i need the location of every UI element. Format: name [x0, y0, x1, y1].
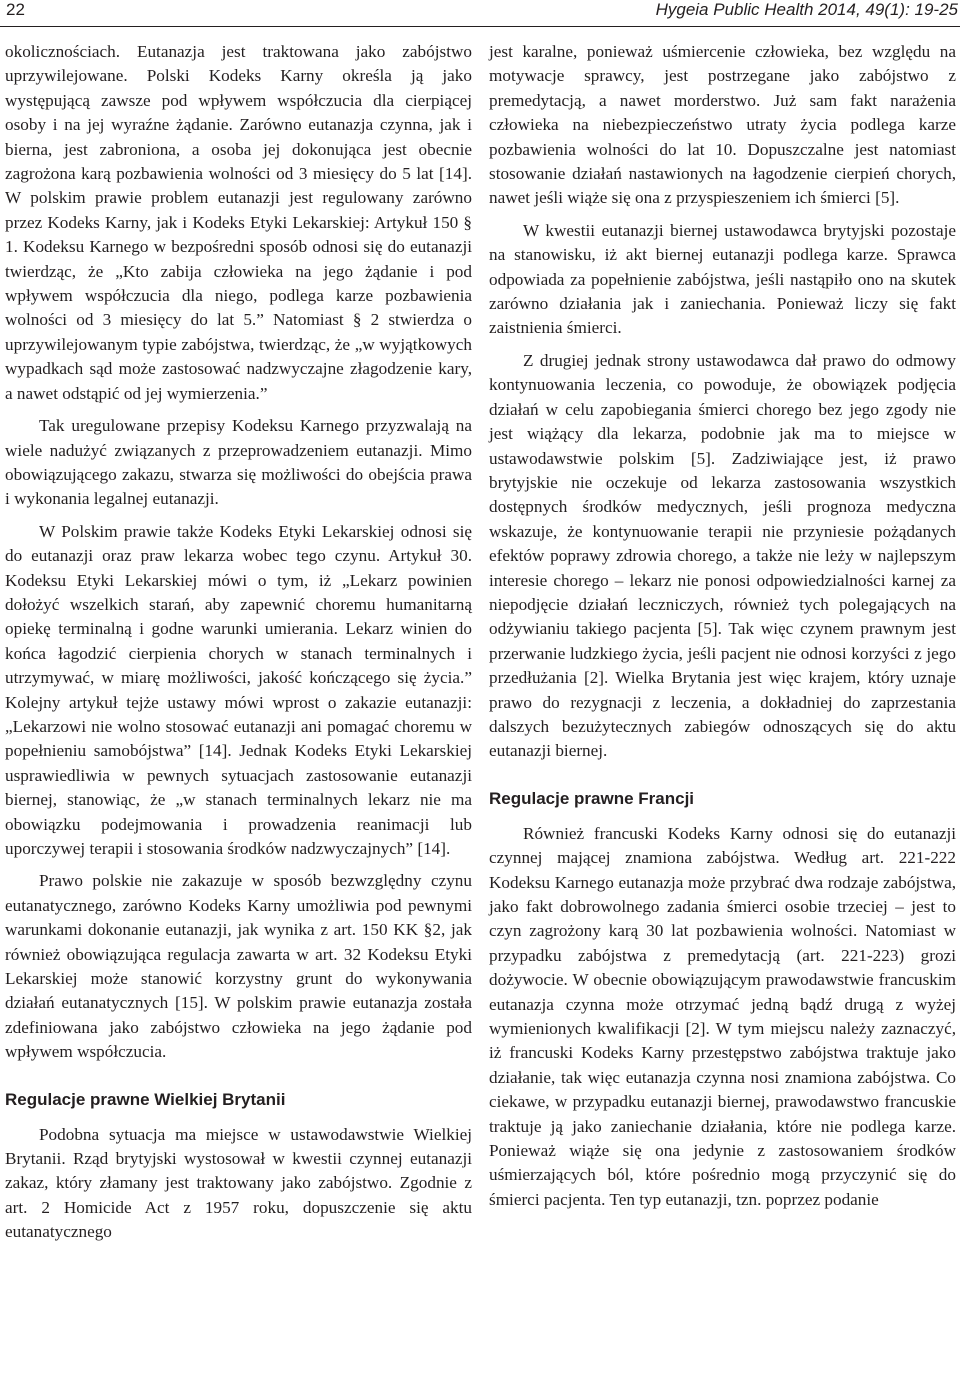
- paragraph: Tak uregulowane przepisy Kodeksu Karnego przyzwalają na wiele nadużyć związanych z przeprowadzeniem eutanazji. Mimo obowiązującego zakazu, stwarza się możliwości do obejścia prawa i wykonania legalnej eutanazji.: [5, 416, 472, 509]
- header-rule: [0, 26, 960, 27]
- paragraph: Również francuski Kodeks Karny odnosi się do eutanazji czynnej mającej znamiona zabójstwa. Według art. 221-222 Kodeksu Karnego eutanazja może przybrać dwa rodzaje zabójstwa, jako fakt dobrowolnego zadania śmierci osobie trzeciej – jest to czyn zagrożony karą 30 lat pozbawienia wolności. Natomiast w przypadku zabójstwa z premedytacją (art. 221-223) grozi dożywocie. W obecnie obowiązującym prawodawstwie francuskim eutanazja czynna może otrzymać jedną bądź drugą z wyżej wymienionych kwalifikacji [2]. W tym miejscu należy zaznaczyć, iż francuski Kodeks Karny przestępstwo zabójstwa traktuje jako działanie, tak więc eutanazja czynna nosi znamiona zabójstwa. Co ciekawe, w przypadku eutanazji biernej, prawodawstwo francuskie traktuje ją jako zaniechanie działania, które nie podlega karze. Ponieważ wiąże się ona jedynie z zastosowaniem środków uśmierzających ból, które pośrednio mogą przyczynić się do śmierci pacjenta. Ten typ eutanazji, tzn. poprzez podanie: [489, 823, 956, 1209]
- section-heading: Regulacje prawne Wielkiej Brytanii: [5, 1089, 286, 1109]
- page-number: 22: [6, 0, 25, 19]
- paragraph: W kwestii eutanazji biernej ustawodawca brytyjski pozostaje na stanowisku, iż akt biernej eutanazji podlega karze. Sprawca odpowiada za popełnienie zabójstwa, jeśli nastąpiło ono na skutek zarówno działania jak i zaniechania. Ponieważ liczy się fakt zaistnienia śmierci.: [489, 220, 956, 338]
- right-column: [489, 40, 956, 1212]
- page-header: [0, 0, 960, 26]
- journal-citation: Hygeia Public Health 2014, 49(1): 19-25: [655, 0, 958, 19]
- section-heading: Regulacje prawne Francji: [489, 788, 695, 808]
- paragraph: jest karalne, ponieważ uśmiercenie człowieka, bez względu na motywacje sprawcy, jest postrzegane jako zabójstwo z premedytacją, a nawet morderstwo. Już sam fakt narażenia człowieka na niebezpieczeństwo utraty życia podlega karze pozbawienia wolności do lat 10. Dopuszczalne jest natomiast stosowanie działań nastawionych na łagodzenie cierpień chorych, nawet jeśli wiąże się ona z przyspieszeniem ich śmierci [5].: [489, 42, 956, 208]
- left-column: [5, 40, 472, 1245]
- paragraph: W Polskim prawie także Kodeks Etyki Lekarskiej odnosi się do eutanazji oraz praw lekarza wobec tego czynu. Artykuł 30. Kodeksu Etyki Lekarskiej mówi o tym, iż „Lekarz powinien dołożyć wszelkich starań, aby zapewnić choremu humanitarną opiekę terminalną i godne warunki umierania. Lekarz winien do końca łagodzić cierpienia chorych w stanach terminalnych i utrzymywać, w miarę możliwości, jakość kończącego się życia.” Kolejny artykuł tejże ustawy mówi wprost o zakazie eutanazji: „Lekarzowi nie wolno stosować eutanazji ani pomagać choremu w popełnieniu samobójstwa” [14]. Jednak Kodeks Etyki Lekarskiej usprawiedliwia w pewnych sytuacjach zastosowanie eutanazji biernej, stanowiąc, że „w stanach terminalnych lekarz nie ma obowiązku podejmowania i prowadzenia reanimacji lub uporczywej terapii i stosowania środków nadzwyczajnych” [14].: [5, 521, 472, 858]
- paragraph: Z drugiej jednak strony ustawodawca dał prawo do odmowy kontynuowania leczenia, co powoduje, że obowiązek podjęcia działań w celu zapobiegania śmierci chorego bez jego zgody nie jest wiążący dla lekarza, podobnie jak ma to miejsce w ustawodawstwie polskim [5]. Zadziwiające jest, iż prawo brytyjskie nie oczekuje od lekarza zastosowania wszystkich dostępnych środków medycznych, jeśli prognoza medyczna wskazuje, że kontynuowanie terapii nie przyniesie pożądanych efektów poprawy zdrowia chorego, a także nie leży w najlepszym interesie chorego – lekarz nie ponosi odpowiedzialności karnej za niepodjęcie działań leczniczych, również tych polegających na odżywianiu takiego pacjenta [5]. Tak więc czynem prawnym jest przerwanie ludzkiego życia, jeśli pacjent nie odnosi korzyści z jego przedłużania [2]. Wielka Brytania jest więc krajem, który uznaje prawo do rezygnacji z leczenia, a dokładniej do zaprzestania dalszych bezużytecznych zabiegów odnoszących się do aktu eutanazji biernej.: [489, 350, 956, 761]
- paragraph: okolicznościach. Eutanazja jest traktowana jako zabójstwo uprzywilejowane. Polski Kodeks Karny określa ją jako występującą zawsze pod wpływem współczucia dla cierpiącej osoby i na jej wyraźne żądanie. Zarówno eutanazja czynna, jak i bierna, jest zabroniona, a osoba jej dokonująca jest obecnie zagrożona karą pozbawienia wolności od 3 miesięcy do 5 lat [14]. W polskim prawie problem eutanazji jest regulowany zarówno przez Kodeks Karny, jak i Kodeks Etyki Lekarskiej: Artykuł 150 § 1. Kodeksu Karnego w bezpośredni sposób odnosi się do eutanazji twierdząc, że „Kto zabija człowieka na jego żądanie i pod wpływem współczucia dla niego, podlega karze pozbawienia wolności od 3 miesięcy do lat 5.” Natomiast § 2 stwierdza o uprzywilejowanym typie zabójstwa, twierdząc, że „w wyjątkowych wypadkach sąd może zastosować nadzwyczajne złagodzenie kary, a nawet odstąpić od jej wymierzenia.”: [5, 42, 472, 403]
- paragraph: Podobna sytuacja ma miejsce w ustawodawstwie Wielkiej Brytanii. Rząd brytyjski wystosował w kwestii czynnej eutanazji zakaz, który złamany jest traktowany jako zabójstwo. Zgodnie z art. 2 Homicide Act z 1957 roku, dopuszczenie się aktu eutanatycznego: [5, 1124, 472, 1242]
- paragraph: Prawo polskie nie zakazuje w sposób bezwzględny czynu eutanatycznego, zarówno Kodeks Karny umożliwia pod pewnymi warunkami dokonanie eutanazji, jak wynika z art. 150 KK §2, jak również obowiązująca regulacja zawarta w art. 32 Kodeksu Etyki Lekarskiej może stanowić korzystny grunt do wykonywania działań eutanatycznych [15]. W polskim prawie eutanazja została zdefiniowana jako zabójstwo człowieka na jego żądanie pod wpływem współczucia.: [5, 871, 472, 1062]
